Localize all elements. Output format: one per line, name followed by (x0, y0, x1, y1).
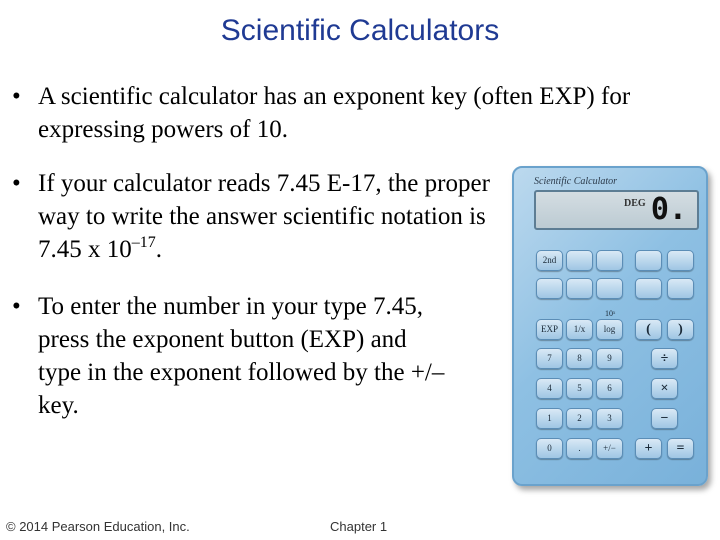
exponent: –17 (131, 234, 156, 251)
calculator-key-blank (566, 250, 593, 271)
bullet-marker: • (12, 83, 21, 110)
footer-copyright: © 2014 Pearson Education, Inc. (6, 519, 190, 534)
calculator-key-symbol: +/− (596, 438, 623, 459)
calculator-key-symbol: + (635, 438, 662, 459)
bullet-marker: • (12, 293, 21, 320)
calculator-key-5: 5 (566, 378, 593, 399)
calculator-key-8: 8 (566, 348, 593, 369)
calculator-key-2: 2 (566, 408, 593, 429)
calculator-key-decimal: . (566, 438, 593, 459)
bullet-text: If your calculator reads 7.45 E-17, the proper way to write the answer scientific notation is 7.45 x $10^{-17}$. (38, 170, 490, 263)
calculator-brand: Scientific Calculator (534, 176, 618, 187)
bullet-text: To enter the number in your type 7.45, press the exponent button (EXP) and type in the exponent followed by the +/– key. (38, 293, 445, 419)
calculator-display (534, 190, 699, 230)
calculator-key-3: 3 (596, 408, 623, 429)
calculator-key-EXP: EXP (536, 319, 563, 340)
calculator-image (512, 166, 708, 486)
calculator-key-symbol: × (651, 378, 678, 399)
calculator-key-symbol: = (667, 438, 694, 459)
calculator-key-1x: 1/x (566, 319, 593, 340)
calculator-key-9: 9 (596, 348, 623, 369)
calculator-key-blank (596, 278, 623, 299)
calculator-display-value: 0. (650, 192, 687, 227)
bullet-text: A scientific calculator has an exponent key (often EXP) for expressing powers of 10. (38, 83, 631, 143)
calculator-key-symbol: ÷ (651, 348, 678, 369)
calculator-key-4: 4 (536, 378, 563, 399)
calculator-key-0: 0 (536, 438, 563, 459)
calculator-key-blank (667, 278, 694, 299)
calculator-key-symbol: ( (635, 319, 662, 340)
calculator-key-blank (536, 278, 563, 299)
calculator-key-blank (667, 250, 694, 271)
calculator-key-log: log (596, 319, 623, 340)
calculator-key-blank (635, 278, 662, 299)
calculator-mode: DEG (624, 198, 646, 209)
ten-x-label: 10ˣ (605, 309, 616, 318)
calculator-key-blank (635, 250, 662, 271)
calculator-key-7: 7 (536, 348, 563, 369)
calculator-key-2nd: 2nd (536, 250, 563, 271)
calculator-key-symbol: ) (667, 319, 694, 340)
calculator-key-1: 1 (536, 408, 563, 429)
footer-chapter: Chapter 1 (330, 519, 388, 534)
calculator-key-blank (596, 250, 623, 271)
bullet-marker: • (12, 170, 21, 197)
calculator-key-6: 6 (596, 378, 623, 399)
slide-title: Scientific Calculators (220, 14, 500, 47)
calculator-key-blank (566, 278, 593, 299)
calculator-key-symbol: − (651, 408, 678, 429)
